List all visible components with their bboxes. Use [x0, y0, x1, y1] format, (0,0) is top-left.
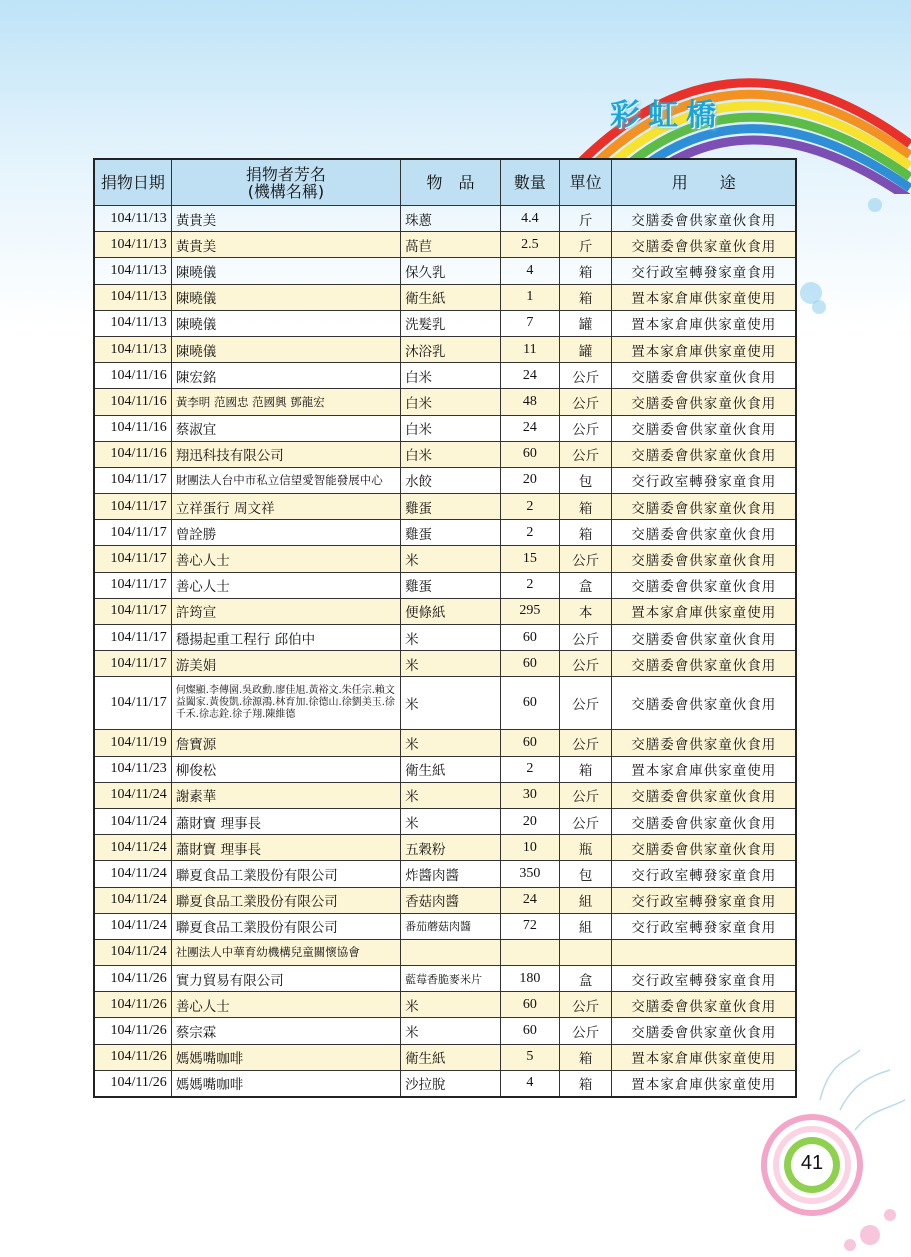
cell-use: 交膳委會供家童伙食用: [612, 441, 796, 467]
cell-qty: 7: [500, 310, 559, 336]
cell-unit: 本: [559, 598, 612, 624]
cell-unit: 箱: [559, 520, 612, 546]
cell-use: 交膳委會供家童伙食用: [612, 520, 796, 546]
table-row: [94, 861, 796, 887]
cell-donor: 實力貿易有限公司: [171, 966, 400, 992]
cell-qty: 4.4: [500, 206, 559, 232]
cell-unit: 公斤: [559, 389, 612, 415]
header-use: 用 途: [612, 159, 796, 206]
cell-item: 五穀粉: [401, 835, 501, 861]
cell-item: 衛生紙: [401, 756, 501, 782]
cell-date: 104/11/17: [94, 598, 171, 624]
cell-unit: 箱: [559, 756, 612, 782]
cell-item: 沙拉脫: [401, 1070, 501, 1097]
cell-date: 104/11/24: [94, 861, 171, 887]
cell-date: 104/11/23: [94, 756, 171, 782]
table-row: [94, 835, 796, 861]
cell-qty: 60: [500, 730, 559, 756]
cell-qty: 20: [500, 808, 559, 834]
cell-item: 米: [401, 677, 501, 730]
decor-bubble: [868, 198, 882, 212]
cell-use: 置本家倉庫供家童使用: [612, 284, 796, 310]
cell-item: 萵苣: [401, 232, 501, 258]
cell-date: 104/11/19: [94, 730, 171, 756]
cell-donor: 曾詮勝: [171, 520, 400, 546]
cell-date: 104/11/24: [94, 913, 171, 939]
cell-qty: 350: [500, 861, 559, 887]
cell-unit: 斤: [559, 206, 612, 232]
cell-donor: 柳俊松: [171, 756, 400, 782]
cell-item: 雞蛋: [401, 520, 501, 546]
cell-item: 米: [401, 782, 501, 808]
cell-qty: 2.5: [500, 232, 559, 258]
cell-date: 104/11/17: [94, 494, 171, 520]
cell-donor: 游美娟: [171, 651, 400, 677]
cell-unit: 公斤: [559, 677, 612, 730]
cell-date: 104/11/13: [94, 206, 171, 232]
table-row: [94, 992, 796, 1018]
cell-date: 104/11/24: [94, 887, 171, 913]
cell-donor: 陳曉儀: [171, 284, 400, 310]
cell-item: 米: [401, 546, 501, 572]
cell-qty: 2: [500, 756, 559, 782]
cell-date: 104/11/17: [94, 677, 171, 730]
cell-donor: 蔡宗霖: [171, 1018, 400, 1044]
cell-donor: 蕭財寶 理事長: [171, 808, 400, 834]
cell-unit: 包: [559, 861, 612, 887]
cell-use: 交膳委會供家童伙食用: [612, 808, 796, 834]
cell-use: 交膳委會供家童伙食用: [612, 494, 796, 520]
decor-bubble: [812, 300, 826, 314]
table-row: [94, 625, 796, 651]
cell-use: 交膳委會供家童伙食用: [612, 677, 796, 730]
cell-unit: 盒: [559, 966, 612, 992]
cell-donor: 陳曉儀: [171, 310, 400, 336]
cell-donor: 陳曉儀: [171, 258, 400, 284]
cell-donor: 穩揚起重工程行 邱伯中: [171, 625, 400, 651]
cell-item: 米: [401, 992, 501, 1018]
cell-qty: 72: [500, 913, 559, 939]
cell-donor: 社團法人中華育幼機構兒童關懷協會: [171, 939, 400, 965]
table-row: [94, 913, 796, 939]
table-row: [94, 467, 796, 493]
cell-date: 104/11/13: [94, 310, 171, 336]
cell-use: 交膳委會供家童伙食用: [612, 206, 796, 232]
table-row: [94, 363, 796, 389]
cell-use: 交膳委會供家童伙食用: [612, 546, 796, 572]
table-row: [94, 546, 796, 572]
cell-date: 104/11/13: [94, 258, 171, 284]
cell-item: 香菇肉醬: [401, 887, 501, 913]
cell-item: 雞蛋: [401, 572, 501, 598]
cell-qty: 60: [500, 441, 559, 467]
table-row: [94, 598, 796, 624]
cell-date: 104/11/26: [94, 992, 171, 1018]
cell-item: 米: [401, 1018, 501, 1044]
cell-unit: 箱: [559, 1070, 612, 1097]
cell-item: 番茄蘑菇肉醬: [401, 913, 501, 939]
cell-qty: 15: [500, 546, 559, 572]
header-unit: 單位: [559, 159, 612, 206]
cell-donor: 善心人士: [171, 546, 400, 572]
table-row: [94, 284, 796, 310]
table-row: [94, 415, 796, 441]
cell-item: 洗髮乳: [401, 310, 501, 336]
cell-donor: 媽媽嘴咖啡: [171, 1044, 400, 1070]
header-date: 捐物日期: [94, 159, 171, 206]
table-row: [94, 494, 796, 520]
cell-item: 雞蛋: [401, 494, 501, 520]
cell-use: 交膳委會供家童伙食用: [612, 363, 796, 389]
cell-item: 白米: [401, 441, 501, 467]
cell-item: 保久乳: [401, 258, 501, 284]
cell-use: 交膳委會供家童伙食用: [612, 625, 796, 651]
cell-item: 白米: [401, 363, 501, 389]
cell-donor: 許筠宣: [171, 598, 400, 624]
cell-unit: 包: [559, 467, 612, 493]
table-row: [94, 389, 796, 415]
cell-unit: [559, 939, 612, 965]
cell-date: 104/11/24: [94, 808, 171, 834]
cell-donor: 聯夏食品工業股份有限公司: [171, 887, 400, 913]
cell-donor: 詹寶源: [171, 730, 400, 756]
cell-use: 交膳委會供家童伙食用: [612, 992, 796, 1018]
cell-date: 104/11/26: [94, 1044, 171, 1070]
cell-qty: 4: [500, 258, 559, 284]
table-row: [94, 310, 796, 336]
cell-date: 104/11/17: [94, 625, 171, 651]
cell-use: 置本家倉庫供家童使用: [612, 598, 796, 624]
cell-qty: 5: [500, 1044, 559, 1070]
cell-unit: 公斤: [559, 808, 612, 834]
cell-donor: 媽媽嘴咖啡: [171, 1070, 400, 1097]
header-donor-line1: 捐物者芳名: [245, 164, 326, 184]
table-row: [94, 206, 796, 232]
cell-donor: 陳宏銘: [171, 363, 400, 389]
cell-use: 交膳委會供家童伙食用: [612, 572, 796, 598]
cell-qty: 24: [500, 887, 559, 913]
cell-unit: 箱: [559, 258, 612, 284]
table-row: [94, 782, 796, 808]
header-donor: [171, 159, 400, 206]
table-row: [94, 730, 796, 756]
cell-donor: 善心人士: [171, 572, 400, 598]
cell-use: 交膳委會供家童伙食用: [612, 232, 796, 258]
cell-qty: 180: [500, 966, 559, 992]
cell-qty: 24: [500, 363, 559, 389]
cell-donor: 陳曉儀: [171, 336, 400, 362]
section-title: 彩虹橋: [610, 98, 724, 133]
table-row: [94, 520, 796, 546]
table-row: [94, 808, 796, 834]
cell-date: 104/11/17: [94, 467, 171, 493]
cell-qty: 2: [500, 572, 559, 598]
table-body: [94, 206, 796, 1098]
cell-date: 104/11/13: [94, 232, 171, 258]
header-item: 物 品: [401, 159, 501, 206]
cell-use: 交行政室轉發家童食用: [612, 887, 796, 913]
page-number: 41: [800, 1151, 824, 1174]
table-row: [94, 336, 796, 362]
cell-use: 交行政室轉發家童食用: [612, 467, 796, 493]
cell-use: 交膳委會供家童伙食用: [612, 651, 796, 677]
cell-date: 104/11/17: [94, 651, 171, 677]
cell-unit: 公斤: [559, 992, 612, 1018]
cell-item: 米: [401, 730, 501, 756]
cell-qty: 2: [500, 520, 559, 546]
cell-item: 白米: [401, 415, 501, 441]
cell-donor: 聯夏食品工業股份有限公司: [171, 861, 400, 887]
table-row: [94, 1044, 796, 1070]
cell-unit: 罐: [559, 336, 612, 362]
cell-use: 置本家倉庫供家童使用: [612, 310, 796, 336]
cell-use: 置本家倉庫供家童使用: [612, 1070, 796, 1097]
cell-qty: 4: [500, 1070, 559, 1097]
cell-unit: 公斤: [559, 782, 612, 808]
table-row: [94, 232, 796, 258]
cell-unit: 公斤: [559, 363, 612, 389]
cell-date: 104/11/26: [94, 1018, 171, 1044]
cell-unit: 罐: [559, 310, 612, 336]
cell-date: 104/11/17: [94, 520, 171, 546]
cell-date: 104/11/16: [94, 363, 171, 389]
cell-unit: 公斤: [559, 651, 612, 677]
cell-use: 置本家倉庫供家童使用: [612, 756, 796, 782]
table-row: [94, 1018, 796, 1044]
table-row: [94, 887, 796, 913]
cell-use: 交膳委會供家童伙食用: [612, 730, 796, 756]
cell-qty: 48: [500, 389, 559, 415]
cell-item: [401, 939, 501, 965]
cell-qty: 60: [500, 992, 559, 1018]
table-row: [94, 1070, 796, 1097]
cell-date: 104/11/13: [94, 336, 171, 362]
cell-donor: 謝素華: [171, 782, 400, 808]
cell-item: 沐浴乳: [401, 336, 501, 362]
table-row: [94, 258, 796, 284]
cell-item: 衛生紙: [401, 1044, 501, 1070]
header-qty: 數量: [500, 159, 559, 206]
cell-date: 104/11/17: [94, 546, 171, 572]
table-row: [94, 756, 796, 782]
cell-unit: 公斤: [559, 415, 612, 441]
cell-unit: 組: [559, 887, 612, 913]
table-row: [94, 939, 796, 965]
cell-qty: 60: [500, 651, 559, 677]
cell-donor: 黃貴美: [171, 206, 400, 232]
cell-unit: 組: [559, 913, 612, 939]
cell-donor: 財團法人台中市私立信望愛智能發展中心: [171, 467, 400, 493]
cell-use: 交行政室轉發家童食用: [612, 861, 796, 887]
cell-qty: 10: [500, 835, 559, 861]
cell-use: 交膳委會供家童伙食用: [612, 389, 796, 415]
cell-unit: 箱: [559, 494, 612, 520]
cell-unit: 盒: [559, 572, 612, 598]
cell-qty: 30: [500, 782, 559, 808]
cell-donor: 何燦顯.李傳園.吳政勳.廖佳旭.黃裕文.朱任宗.賴文益闔家.黃俊凱.徐源鴻.林育加.徐德山.徐劉美玉.徐千禾.徐志銓.徐子翔.陳維德: [171, 677, 400, 730]
cell-use: 交膳委會供家童伙食用: [612, 835, 796, 861]
cell-qty: 2: [500, 494, 559, 520]
cell-date: 104/11/26: [94, 1070, 171, 1097]
cell-donor: 黃李明 范國忠 范國興 鄧龍宏: [171, 389, 400, 415]
cell-donor: 蔡淑宜: [171, 415, 400, 441]
cell-item: 米: [401, 808, 501, 834]
cell-item: 炸醬肉醬: [401, 861, 501, 887]
cell-unit: 公斤: [559, 625, 612, 651]
table-row: [94, 441, 796, 467]
cell-item: 米: [401, 625, 501, 651]
cell-use: 交膳委會供家童伙食用: [612, 1018, 796, 1044]
cell-unit: 瓶: [559, 835, 612, 861]
cell-donor: 黃貴美: [171, 232, 400, 258]
cell-date: 104/11/13: [94, 284, 171, 310]
table-row: [94, 677, 796, 730]
cell-qty: 20: [500, 467, 559, 493]
cell-donor: 立祥蛋行 周文祥: [171, 494, 400, 520]
cell-qty: 60: [500, 1018, 559, 1044]
cell-date: 104/11/16: [94, 389, 171, 415]
cell-unit: 箱: [559, 284, 612, 310]
cell-use: 交行政室轉發家童食用: [612, 913, 796, 939]
cell-item: 衛生紙: [401, 284, 501, 310]
cell-item: 水餃: [401, 467, 501, 493]
cell-item: 米: [401, 651, 501, 677]
cell-unit: 公斤: [559, 441, 612, 467]
cell-use: 置本家倉庫供家童使用: [612, 1044, 796, 1070]
cell-unit: 箱: [559, 1044, 612, 1070]
cell-use: 置本家倉庫供家童使用: [612, 336, 796, 362]
cell-qty: 11: [500, 336, 559, 362]
cell-date: 104/11/24: [94, 939, 171, 965]
table-row: [94, 572, 796, 598]
cell-use: 交膳委會供家童伙食用: [612, 415, 796, 441]
cell-unit: 公斤: [559, 730, 612, 756]
cell-use: 交行政室轉發家童食用: [612, 966, 796, 992]
cell-qty: 60: [500, 625, 559, 651]
cell-donor: 翔迅科技有限公司: [171, 441, 400, 467]
cell-use: 交行政室轉發家童食用: [612, 258, 796, 284]
donation-table: [93, 158, 797, 1098]
cell-unit: 斤: [559, 232, 612, 258]
table-row: [94, 651, 796, 677]
cell-item: 珠蔥: [401, 206, 501, 232]
cell-date: 104/11/17: [94, 572, 171, 598]
cell-qty: 295: [500, 598, 559, 624]
cell-donor: 善心人士: [171, 992, 400, 1018]
cell-date: 104/11/24: [94, 782, 171, 808]
cell-qty: [500, 939, 559, 965]
cell-unit: 公斤: [559, 1018, 612, 1044]
cell-qty: 1: [500, 284, 559, 310]
cell-qty: 24: [500, 415, 559, 441]
table-row: [94, 966, 796, 992]
cell-date: 104/11/16: [94, 441, 171, 467]
cell-use: 交膳委會供家童伙食用: [612, 782, 796, 808]
cell-use: [612, 939, 796, 965]
cell-unit: 公斤: [559, 546, 612, 572]
cell-item: 便條紙: [401, 598, 501, 624]
cell-donor: 蕭財寶 理事長: [171, 835, 400, 861]
cell-item: 藍莓香脆麥米片: [401, 966, 501, 992]
table-header-row: [94, 159, 796, 206]
cell-item: 白米: [401, 389, 501, 415]
cell-date: 104/11/26: [94, 966, 171, 992]
cell-date: 104/11/24: [94, 835, 171, 861]
cell-qty: 60: [500, 677, 559, 730]
cell-date: 104/11/16: [94, 415, 171, 441]
header-donor-line2: (機構名稱): [247, 181, 325, 201]
cell-donor: 聯夏食品工業股份有限公司: [171, 913, 400, 939]
